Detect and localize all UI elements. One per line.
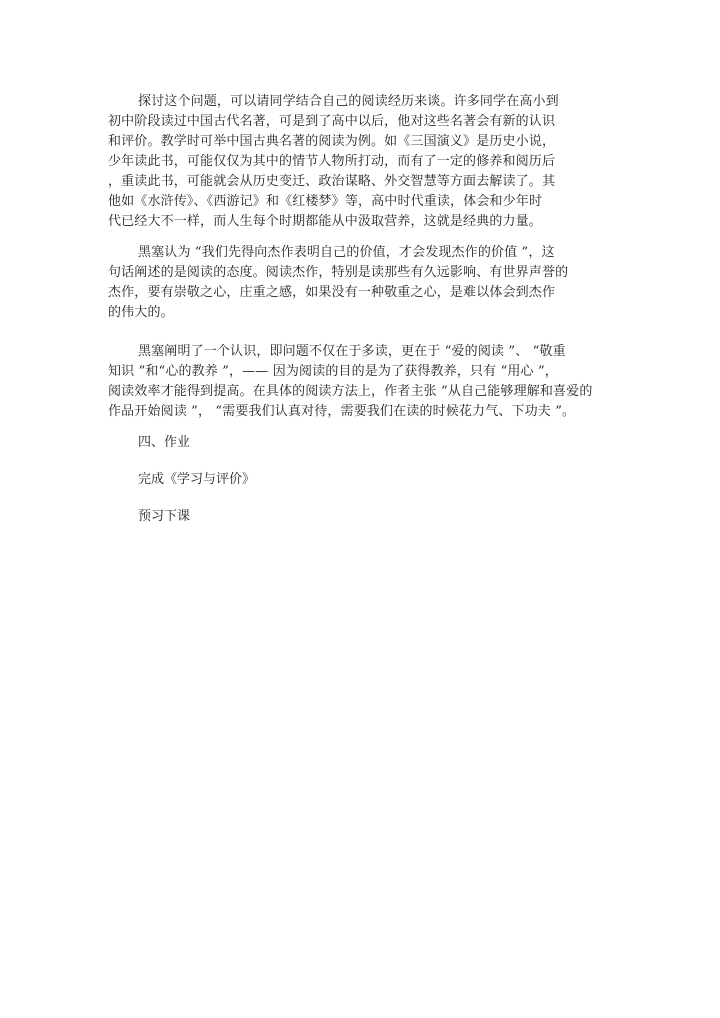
paragraph-line: 的伟大的。	[108, 305, 174, 320]
paragraph-line: 少年读此书，可能仅仅为其中的情节人物所打动，而有了一定的修养和阅历后	[108, 154, 556, 169]
paragraph-line: 代已经大不一样，而人生每个时期都能从中汲取营养，这就是经典的力量。	[108, 214, 542, 229]
paragraph-line: 探讨这个问题，可以请同学结合自己的阅读经历来谈。许多同学在高小到	[138, 94, 559, 109]
paragraph-line: 和评价。教学时可举中国古典名著的阅读为例。如《三国演义》是历史小说，	[108, 134, 556, 149]
homework-heading: 四、作业	[138, 435, 191, 450]
paragraph-line: 作品开始阅读 ”， “需要我们认真对待，需要我们在读的时候花力气、下功夫 ”。	[108, 404, 576, 419]
paragraph-hesse-quote	[108, 243, 608, 323]
paragraph-line: 黑塞认为 “我们先得向杰作表明自己的价值，才会发现杰作的价值 ”，这	[138, 245, 555, 260]
homework-item: 完成《学习与评价》	[138, 472, 256, 487]
paragraph-reading-method	[108, 342, 608, 422]
paragraph-line: 知识 ”和“心的教养 ”，—— 因为阅读的目的是为了获得教养，只有 “用心 ”，	[108, 364, 558, 379]
paragraph-line: 初中阶段读过中国古代名著，可是到了高中以后，他对这些名著会有新的认识	[108, 114, 556, 129]
paragraph-line: 黑塞阐明了一个认识，即问题不仅在于多读，更在于 “爱的阅读 ”、 “敬重	[138, 344, 566, 359]
paragraph-line: 杰作，要有崇敬之心，庄重之感，如果没有一种敬重之心，是难以体会到杰作	[108, 285, 556, 300]
homework-item: 预习下课	[138, 509, 191, 524]
paragraph-line: 他如《水浒传》、《西游记》和《红楼梦》等，高中时代重读，体会和少年时	[108, 194, 543, 209]
paragraph-line: ，重读此书，可能就会从历史变迁、政治谋略、外交智慧等方面去解读了。其	[108, 174, 556, 189]
paragraph-line: 句话阐述的是阅读的态度。阅读杰作，特别是读那些有久远影响、有世界声誉的	[108, 265, 569, 280]
paragraph-discussion	[108, 92, 608, 232]
paragraph-line: 阅读效率才能得到提高。在具体的阅读方法上，作者主张 “从自己能够理解和喜爱的	[108, 384, 593, 399]
